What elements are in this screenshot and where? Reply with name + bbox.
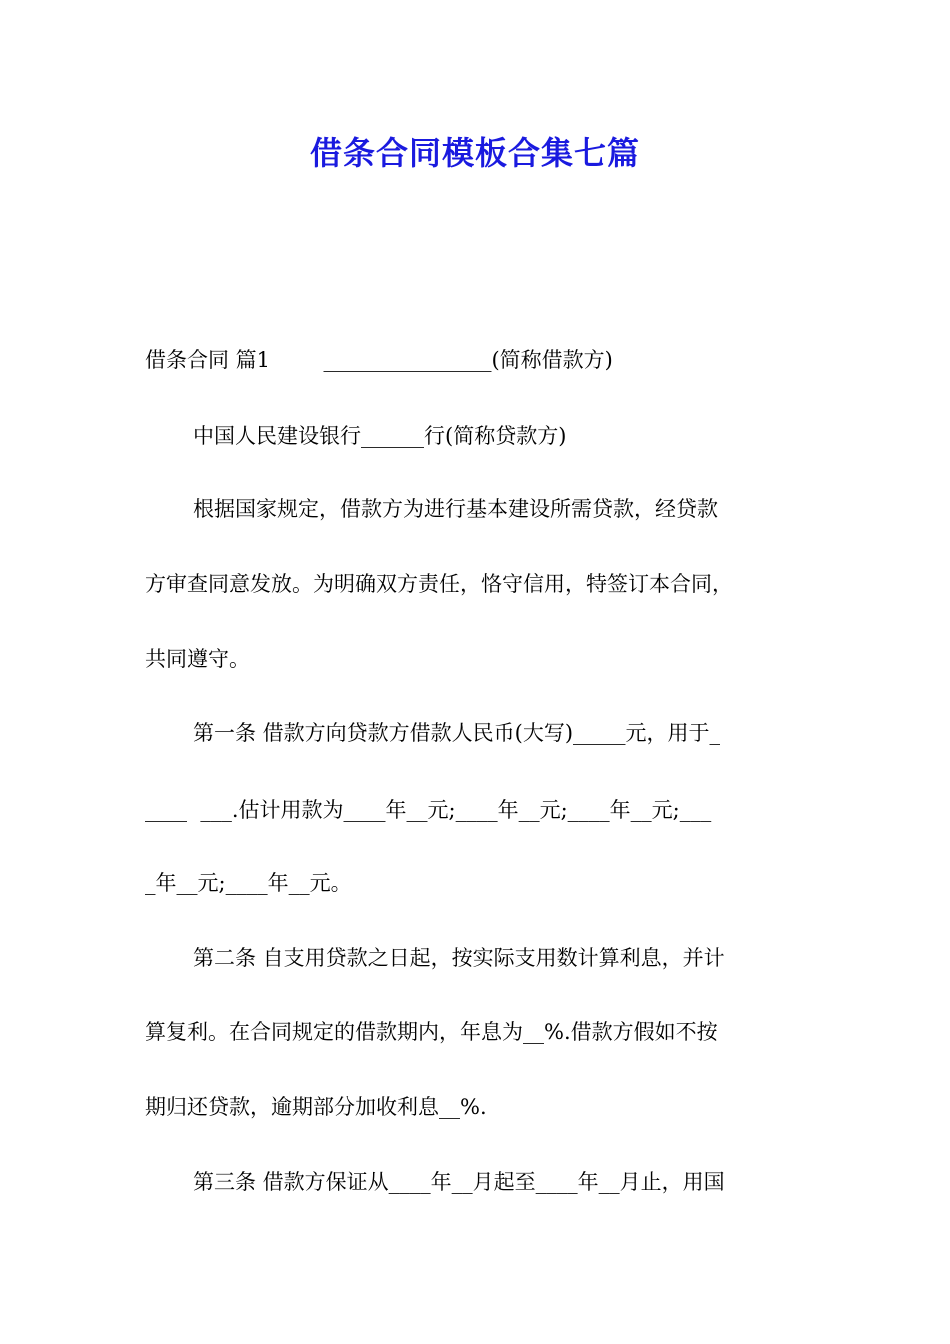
paragraph-line: 方审查同意发放。为明确双方责任，恪守信用，特签订本合同， [145,572,733,596]
paragraph-line: 共同遵守。 [145,647,250,671]
article-2-line: 期归还贷款，逾期部分加收利息__%. [145,1095,487,1119]
document-title: 借条合同模板合集七篇 [309,134,640,172]
article-3-line: 第三条 借款方保证从____年__月起至____年__月止，用国 [193,1170,725,1194]
lender-line: 中国人民建设银行______行(简称贷款方) [193,424,567,448]
article-2-line: 算复利。在合同规定的借款期内，年息为__%.借款方假如不按 [145,1020,718,1044]
article-2-line: 第二条 自支用贷款之日起，按实际支用数计算利息，并计 [193,946,725,970]
header-line: 借条合同 篇1 ________________(简称借款方) [145,348,613,372]
article-1-line: 第一条 借款方向贷款方借款人民币(大写)_____元，用于_ [193,721,721,745]
article-1-line: _年__元;____年__元。 [145,871,352,895]
article-1-line: ____ ___.估计用款为____年__元;____年__元;____年__元;___ [145,798,712,822]
paragraph-line: 根据国家规定，借款方为进行基本建设所需贷款，经贷款 [193,497,718,521]
